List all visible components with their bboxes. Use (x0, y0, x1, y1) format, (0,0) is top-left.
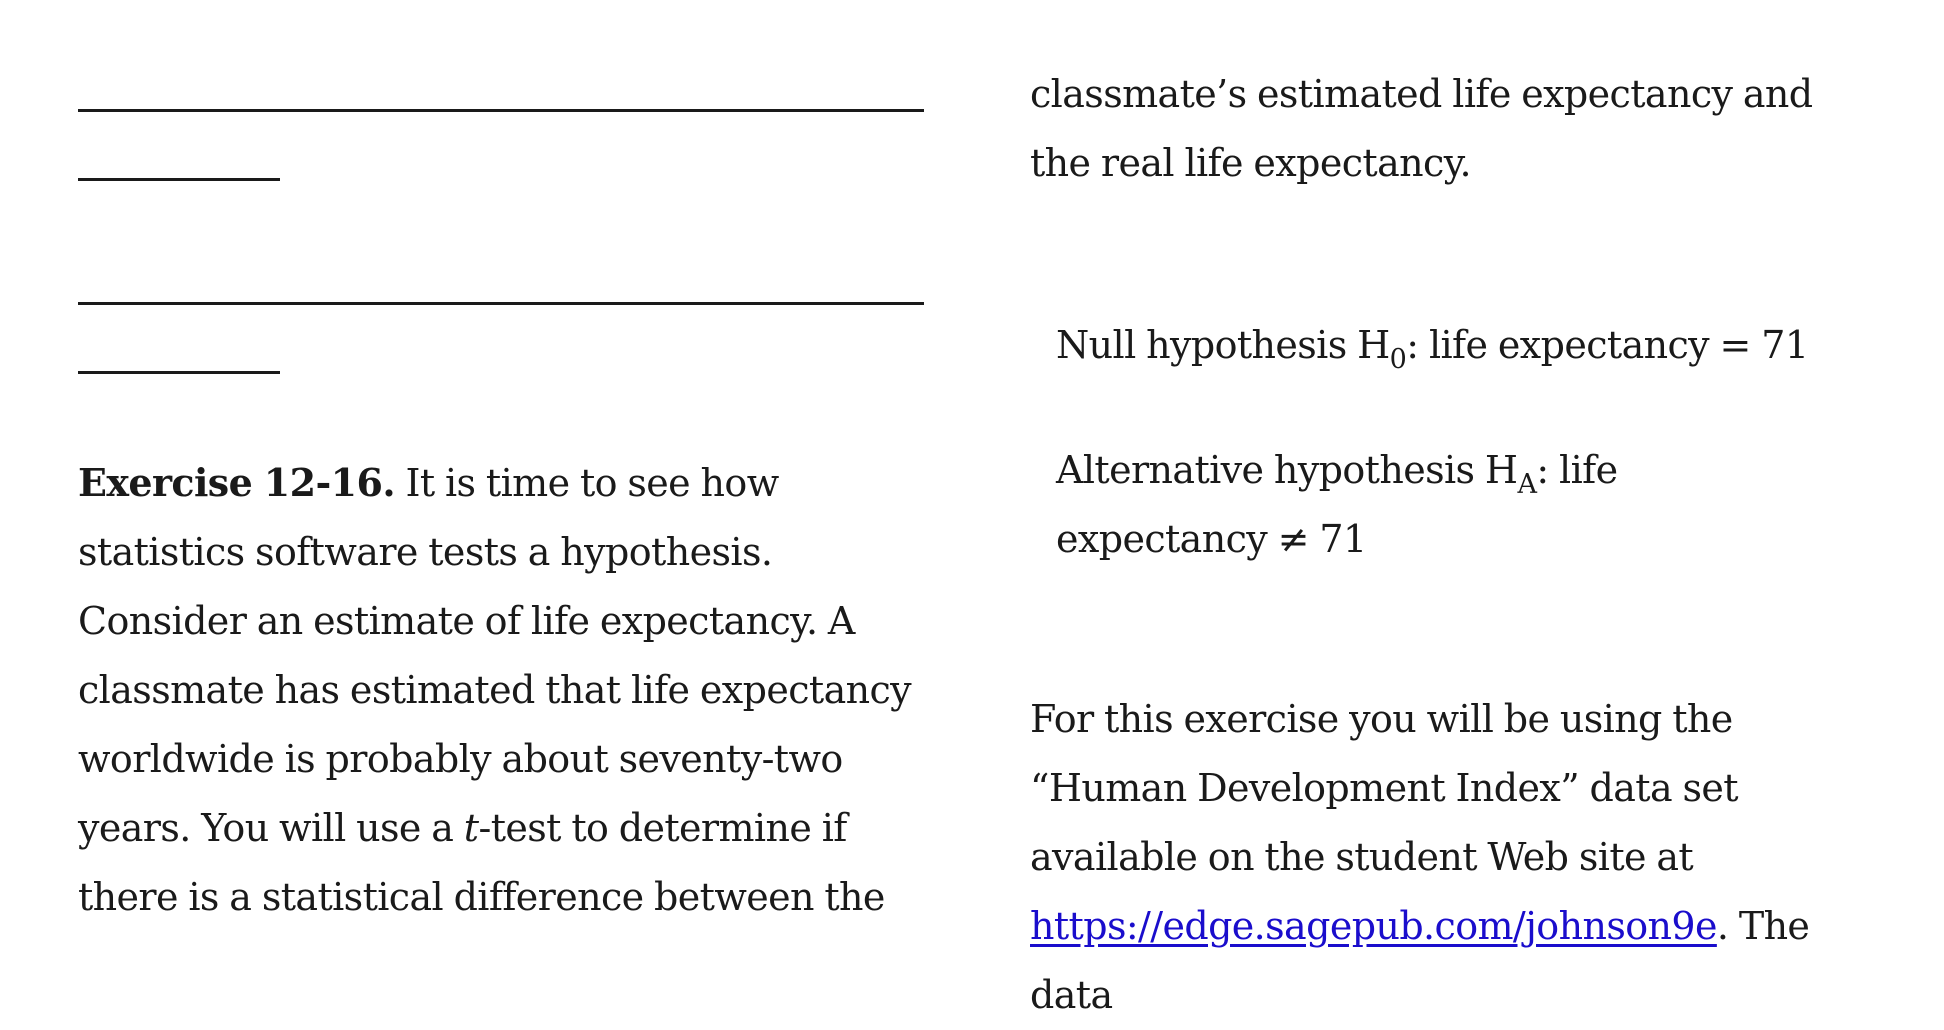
exercise-paragraph (78, 448, 940, 932)
data-paragraph (1030, 685, 1896, 1030)
student-website-link[interactable]: https://edge.sagepub.com/johnson9e (1030, 904, 1717, 948)
data-paragraph-text: For this exercise you will be using the “Human Development Index” data set available on the student Web site at (1030, 697, 1738, 879)
exercise-text-continued: -test to determine if there is a statistical difference between the (78, 806, 885, 919)
null-hypothesis-statement: : life expectancy = 71 (1406, 323, 1809, 367)
null-hypothesis (1056, 311, 1876, 380)
continuation-paragraph: classmate’s estimated life expectancy and the real life expectancy. (1030, 72, 1813, 185)
data-paragraph-text-continued: . The data (1030, 904, 1810, 1017)
exercise-text: It is time to see how statistics software tests a hypothesis. Consider an estimate of life expectancy. A classmate has estimated that life expectancy worldwide is probably about seventy-two years. You will use a (78, 461, 912, 850)
answer-blank-line (78, 371, 280, 374)
answer-blank-line (78, 109, 924, 112)
alternative-hypothesis-statement: : life expectancy ≠ 71 (1056, 448, 1618, 561)
alternative-hypothesis-prefix: Alternative hypothesis H (1056, 448, 1518, 492)
alternative-hypothesis (1056, 436, 1656, 574)
null-hypothesis-prefix: Null hypothesis H (1056, 323, 1390, 367)
exercise-label: Exercise 12-16. (78, 460, 395, 505)
answer-blank-line (78, 178, 280, 181)
t-symbol: t (463, 806, 479, 850)
answer-blank-line (78, 302, 924, 305)
null-hypothesis-subscript: 0 (1389, 344, 1407, 375)
alternative-hypothesis-subscript: A (1517, 469, 1537, 500)
